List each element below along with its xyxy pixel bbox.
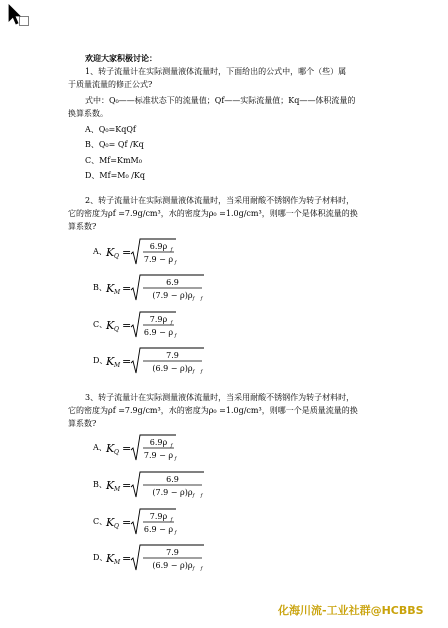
q2-formula-label-c: C、 (93, 320, 108, 329)
equals-sign: = (122, 282, 132, 295)
k-subscript: M (114, 486, 121, 493)
k-subscript: Q (114, 449, 119, 456)
q2-formula-c (105, 310, 177, 340)
q2-formula-b (105, 273, 205, 303)
rho-subscript: f (174, 456, 177, 462)
q2-line3: 算系数? (68, 222, 97, 231)
k-subscript: M (114, 559, 121, 566)
rho-subscript: f (174, 333, 177, 339)
q1-line2: 于质量流量的修正公式? (68, 80, 153, 89)
equals-sign: = (122, 479, 132, 492)
k-symbol: K (106, 479, 115, 492)
rho-subscript: f (170, 320, 173, 326)
k-symbol: K (106, 282, 115, 295)
rho-subscript: f (170, 517, 173, 523)
q2-formula-a (105, 237, 177, 267)
q1-option-c: C、Mf=KmM₀ (85, 156, 142, 165)
denominator: (7.9 − ρ)ρ (152, 291, 193, 300)
q2-formula-label-b: B、 (93, 283, 107, 292)
rho-subscript: f (174, 260, 177, 266)
discussion-heading: 欢迎大家积极讨论： (85, 53, 157, 63)
equals-sign: = (122, 355, 132, 368)
numerator: 7.9 (166, 351, 179, 360)
q2-line2: 它的密度为ρf =7.9g/cm³，水的密度为ρ₀ =1.0g/cm³，则哪一个是体积流量的换 (68, 209, 358, 218)
q3-line3: 算系数? (68, 419, 97, 428)
rho-subscript: f (200, 296, 203, 302)
k-symbol: K (106, 319, 115, 332)
denominator: (7.9 − ρ)ρ (152, 488, 193, 497)
numerator: 6.9 (166, 278, 179, 287)
numerator: 6.9ρ (149, 242, 168, 251)
q3-formula-label-d: D、 (93, 553, 108, 562)
q1-option-d: D、Mf=M₀ /Kq (85, 171, 146, 180)
k-symbol: K (106, 516, 115, 529)
equals-sign: = (122, 442, 132, 455)
q2-line1: 2、转子流量计在实际测量液体流量时，当采用耐酸不锈钢作为转子材料时， (85, 196, 355, 205)
q1-line4: 换算系数。 (68, 109, 108, 118)
denominator: (6.9 − ρ)ρ (152, 561, 193, 570)
rho-subscript: f (200, 369, 203, 375)
q2-formula-label-a: A、 (93, 247, 107, 256)
q1-option-a: A、Q₀=KqQf (85, 125, 136, 134)
q3-formula-label-b: B、 (93, 480, 107, 489)
rho-subscript: f (170, 247, 173, 253)
k-subscript: M (114, 289, 121, 296)
selection-box-icon (19, 16, 29, 26)
k-symbol: K (106, 246, 115, 259)
numerator: 6.9ρ (149, 438, 168, 447)
k-symbol: K (106, 552, 115, 565)
rho-subscript: f (192, 566, 195, 572)
q1-option-b: B、Q₀= Qf /Kq (85, 140, 144, 149)
watermark-text: 化海川流-工业社群@HCBBS (278, 604, 424, 617)
rho-subscript: f (192, 493, 195, 499)
equals-sign: = (122, 552, 132, 565)
denominator: 6.9 − ρ (143, 328, 174, 337)
q3-formula-label-a: A、 (93, 443, 107, 452)
numerator: 7.9 (166, 548, 179, 557)
k-symbol: K (106, 442, 115, 455)
numerator: 7.9ρ (149, 315, 168, 324)
k-symbol: K (106, 355, 115, 368)
numerator: 6.9 (166, 475, 179, 484)
k-subscript: M (114, 362, 121, 369)
k-subscript: Q (114, 326, 119, 333)
q3-formula-d (105, 543, 205, 573)
denominator: (6.9 − ρ)ρ (152, 364, 193, 373)
q2-formula-label-d: D、 (93, 356, 108, 365)
rho-subscript: f (200, 493, 203, 499)
k-subscript: Q (114, 523, 119, 530)
q1-line3: 式中：Q₀——标准状态下的流量值；Qf——实际流量值；Kq——体积流量的 (85, 96, 356, 105)
rho-subscript: f (192, 369, 195, 375)
equals-sign: = (122, 319, 132, 332)
equals-sign: = (122, 516, 132, 529)
rho-subscript: f (174, 530, 177, 536)
q2-formula-d (105, 346, 205, 376)
q3-line2: 它的密度为ρf =7.9g/cm³，水的密度为ρ₀ =1.0g/cm³，则哪一个是质量流量的换 (68, 406, 358, 415)
q3-formula-c (105, 507, 177, 537)
q3-line1: 3、转子流量计在实际测量液体流量时，当采用耐酸不锈钢作为转子材料时， (85, 393, 355, 402)
denominator: 7.9 − ρ (143, 451, 174, 460)
q1-line1: 1、转子流量计在实际测量液体流量时，下面给出的公式中，哪个（些）属 (85, 67, 347, 76)
rho-subscript: f (170, 443, 173, 449)
k-subscript: Q (114, 253, 119, 260)
q3-formula-b (105, 470, 205, 500)
q3-formula-label-c: C、 (93, 517, 108, 526)
numerator: 7.9ρ (149, 512, 168, 521)
denominator: 6.9 − ρ (143, 525, 174, 534)
q3-formula-a (105, 433, 177, 463)
equals-sign: = (122, 246, 132, 259)
rho-subscript: f (200, 566, 203, 572)
rho-subscript: f (192, 296, 195, 302)
denominator: 7.9 − ρ (143, 255, 174, 264)
